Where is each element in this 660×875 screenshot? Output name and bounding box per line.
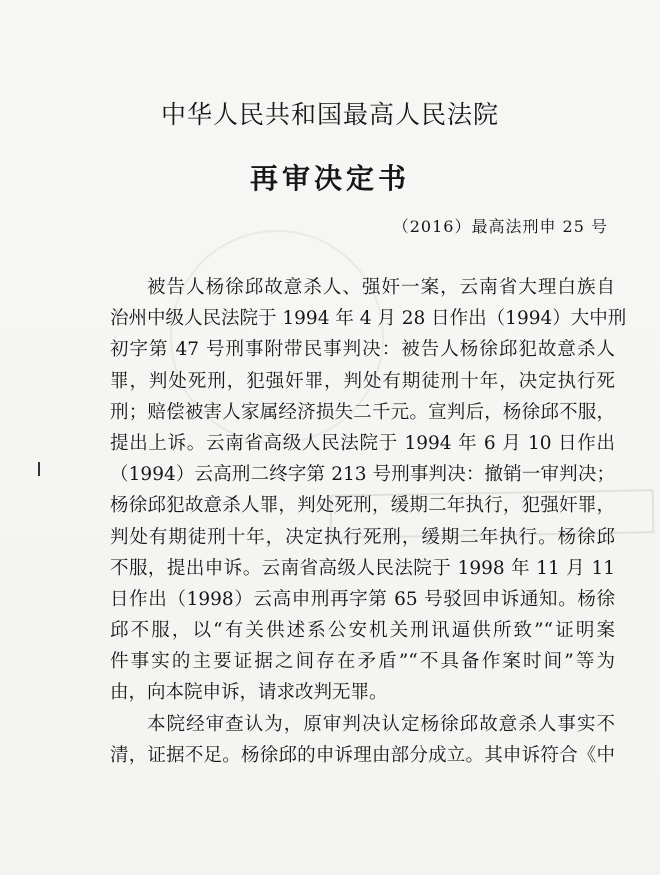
body-line: 清，证据不足。杨徐邱的申诉理由部分成立。其申诉符合《中 xyxy=(110,744,615,766)
body-line: 件事实的主要证据之间存在矛盾”“不具备作案时间”等为 xyxy=(110,651,615,673)
body-line: 本院经审查认为，原审判决认定杨徐邱故意杀人事实不 xyxy=(147,713,615,735)
document-body xyxy=(110,272,627,771)
body-line: 治州中级人民法院于 1994 年 4 月 28 日作出（1994）大中刑 xyxy=(110,308,627,330)
document-title: 再审决定书 xyxy=(249,162,410,195)
body-line: 不服，提出申诉。云南省高级人民法院于 1998 年 11 月 11 xyxy=(110,557,615,579)
body-line: 判处有期徒刑十年，决定执行死刑，缓期二年执行。杨徐邱 xyxy=(110,526,615,548)
case-number: （2016）最高法刑申 25 号 xyxy=(392,217,608,236)
body-line: 杨徐邱犯故意杀人罪，判处死刑，缓期二年执行，犯强奸罪， xyxy=(110,495,615,517)
court-name: 中华人民共和国最高人民法院 xyxy=(160,100,499,129)
body-line: 被告人杨徐邱故意杀人、强奸一案，云南省大理白族自 xyxy=(147,277,615,298)
body-line: 刑；赔偿被害人家属经济损失二千元。宣判后，杨徐邱不服， xyxy=(110,401,615,423)
margin-mark xyxy=(38,462,40,476)
body-line: 提出上诉。云南省高级人民法院于 1994 年 6 月 10 日作出 xyxy=(110,432,615,454)
body-line: 罪，判处死刑，犯强奸罪，判处有期徒刑十年，决定执行死 xyxy=(110,370,615,392)
body-line: 日作出（1998）云高申刑再字第 65 号驳回申诉通知。杨徐 xyxy=(110,588,615,610)
body-line: （1994）云高刑二终字第 213 号刑事判决：撤销一审判决； xyxy=(110,464,615,486)
body-line: 初字第 47 号刑事附带民事判决：被告人杨徐邱犯故意杀人 xyxy=(110,339,615,361)
body-line: 由，向本院申诉，请求改判无罪。 xyxy=(110,682,388,704)
body-line: 邱不服，以“有关供述系公安机关刑讯逼供所致”“证明案 xyxy=(110,620,615,642)
